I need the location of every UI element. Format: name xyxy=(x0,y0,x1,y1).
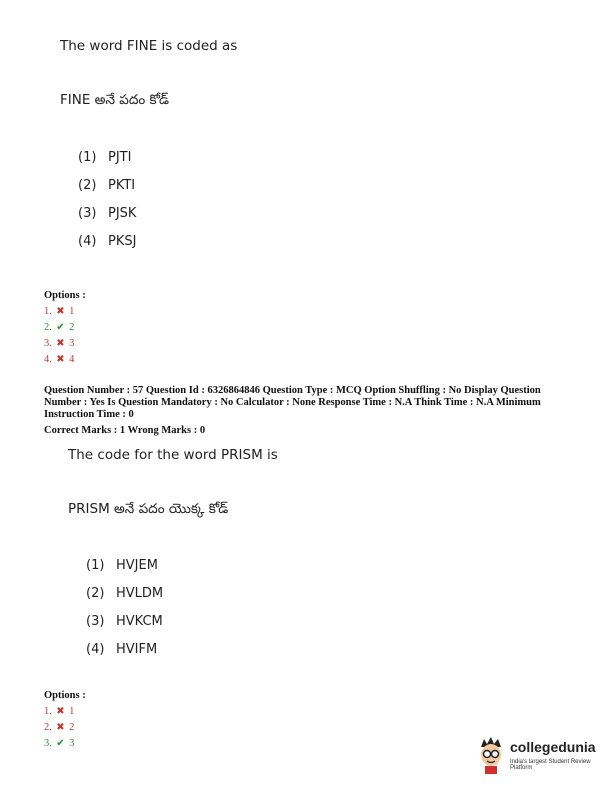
option-label: PKTI xyxy=(108,178,136,193)
response-number: 3. xyxy=(44,338,52,349)
question-1-responses-heading: Options : xyxy=(44,290,86,301)
response-number: 3. xyxy=(44,738,52,749)
response-number: 1. xyxy=(44,306,52,317)
question-2-options xyxy=(86,558,163,670)
option-label: HVIFM xyxy=(116,642,158,657)
response-item xyxy=(44,736,74,752)
response-value: 3 xyxy=(69,738,75,749)
response-item xyxy=(44,352,74,368)
option-number: (1) xyxy=(86,558,105,573)
response-item xyxy=(44,720,74,736)
question-2-responses-heading: Options : xyxy=(44,690,86,701)
response-item xyxy=(44,320,74,336)
question-1-option xyxy=(78,234,136,262)
option-number: (3) xyxy=(86,614,105,629)
response-number: 4. xyxy=(44,354,52,365)
question-2-responses xyxy=(44,704,74,752)
question-2-option xyxy=(86,642,163,670)
response-value: 3 xyxy=(69,338,75,349)
cross-icon: ✖ xyxy=(56,706,65,717)
response-value: 2 xyxy=(69,322,75,333)
response-number: 1. xyxy=(44,706,52,717)
cross-icon: ✖ xyxy=(56,354,65,365)
option-label: PJTI xyxy=(108,150,132,165)
option-number: (4) xyxy=(78,234,97,249)
option-label: HVLDM xyxy=(116,586,164,601)
question-1-text-english: The word FINE is coded as xyxy=(60,38,238,54)
check-icon: ✔ xyxy=(56,738,65,749)
option-number: (3) xyxy=(78,206,97,221)
question-1-option xyxy=(78,150,136,178)
logo-tagline: India's largest Student Review Platform xyxy=(510,759,591,771)
response-item xyxy=(44,704,74,720)
question-2-text-english: The code for the word PRISM is xyxy=(68,447,278,463)
question-1-option xyxy=(78,178,136,206)
option-label: PKSJ xyxy=(108,234,137,249)
question-2-option xyxy=(86,558,163,586)
check-icon: ✔ xyxy=(56,322,65,333)
collegedunia-logo xyxy=(470,735,606,779)
response-item xyxy=(44,304,74,320)
question-2-marks: Correct Marks : 1 Wrong Marks : 0 xyxy=(44,425,206,436)
question-2-option xyxy=(86,614,163,642)
question-1-responses xyxy=(44,304,74,368)
response-number: 2. xyxy=(44,722,52,733)
response-item xyxy=(44,336,74,352)
cross-icon: ✖ xyxy=(56,306,65,317)
response-value: 1 xyxy=(69,706,75,717)
cross-icon: ✖ xyxy=(56,338,65,349)
response-value: 4 xyxy=(69,354,75,365)
question-2-text-telugu: PRISM అనే పదం యొక్క కోడ్ xyxy=(68,501,229,517)
option-number: (2) xyxy=(86,586,105,601)
response-value: 1 xyxy=(69,306,75,317)
question-2-option xyxy=(86,586,163,614)
option-number: (4) xyxy=(86,642,105,657)
option-label: PJSK xyxy=(108,206,137,221)
response-value: 2 xyxy=(69,722,75,733)
option-label: HVJEM xyxy=(116,558,158,573)
option-label: HVKCM xyxy=(116,614,163,629)
question-2-metadata: Question Number : 57 Question Id : 6326864846 Question Type : MCQ Option Shuffling : No Display Question Number : Yes Is Question Mandatory : No Calculator : None Response Time : N.A Think Time : N.A Minimum Instruction Time : 0 xyxy=(44,385,541,420)
logo-brand-text: collegedunia xyxy=(510,739,596,755)
question-1-option xyxy=(78,206,136,234)
response-number: 2. xyxy=(44,322,52,333)
mascot-icon xyxy=(476,735,506,775)
question-1-text-telugu: FINE అనే పదం కోడ్ xyxy=(60,92,170,108)
option-number: (1) xyxy=(78,150,97,165)
question-1-options xyxy=(78,150,136,262)
cross-icon: ✖ xyxy=(56,722,65,733)
option-number: (2) xyxy=(78,178,97,193)
